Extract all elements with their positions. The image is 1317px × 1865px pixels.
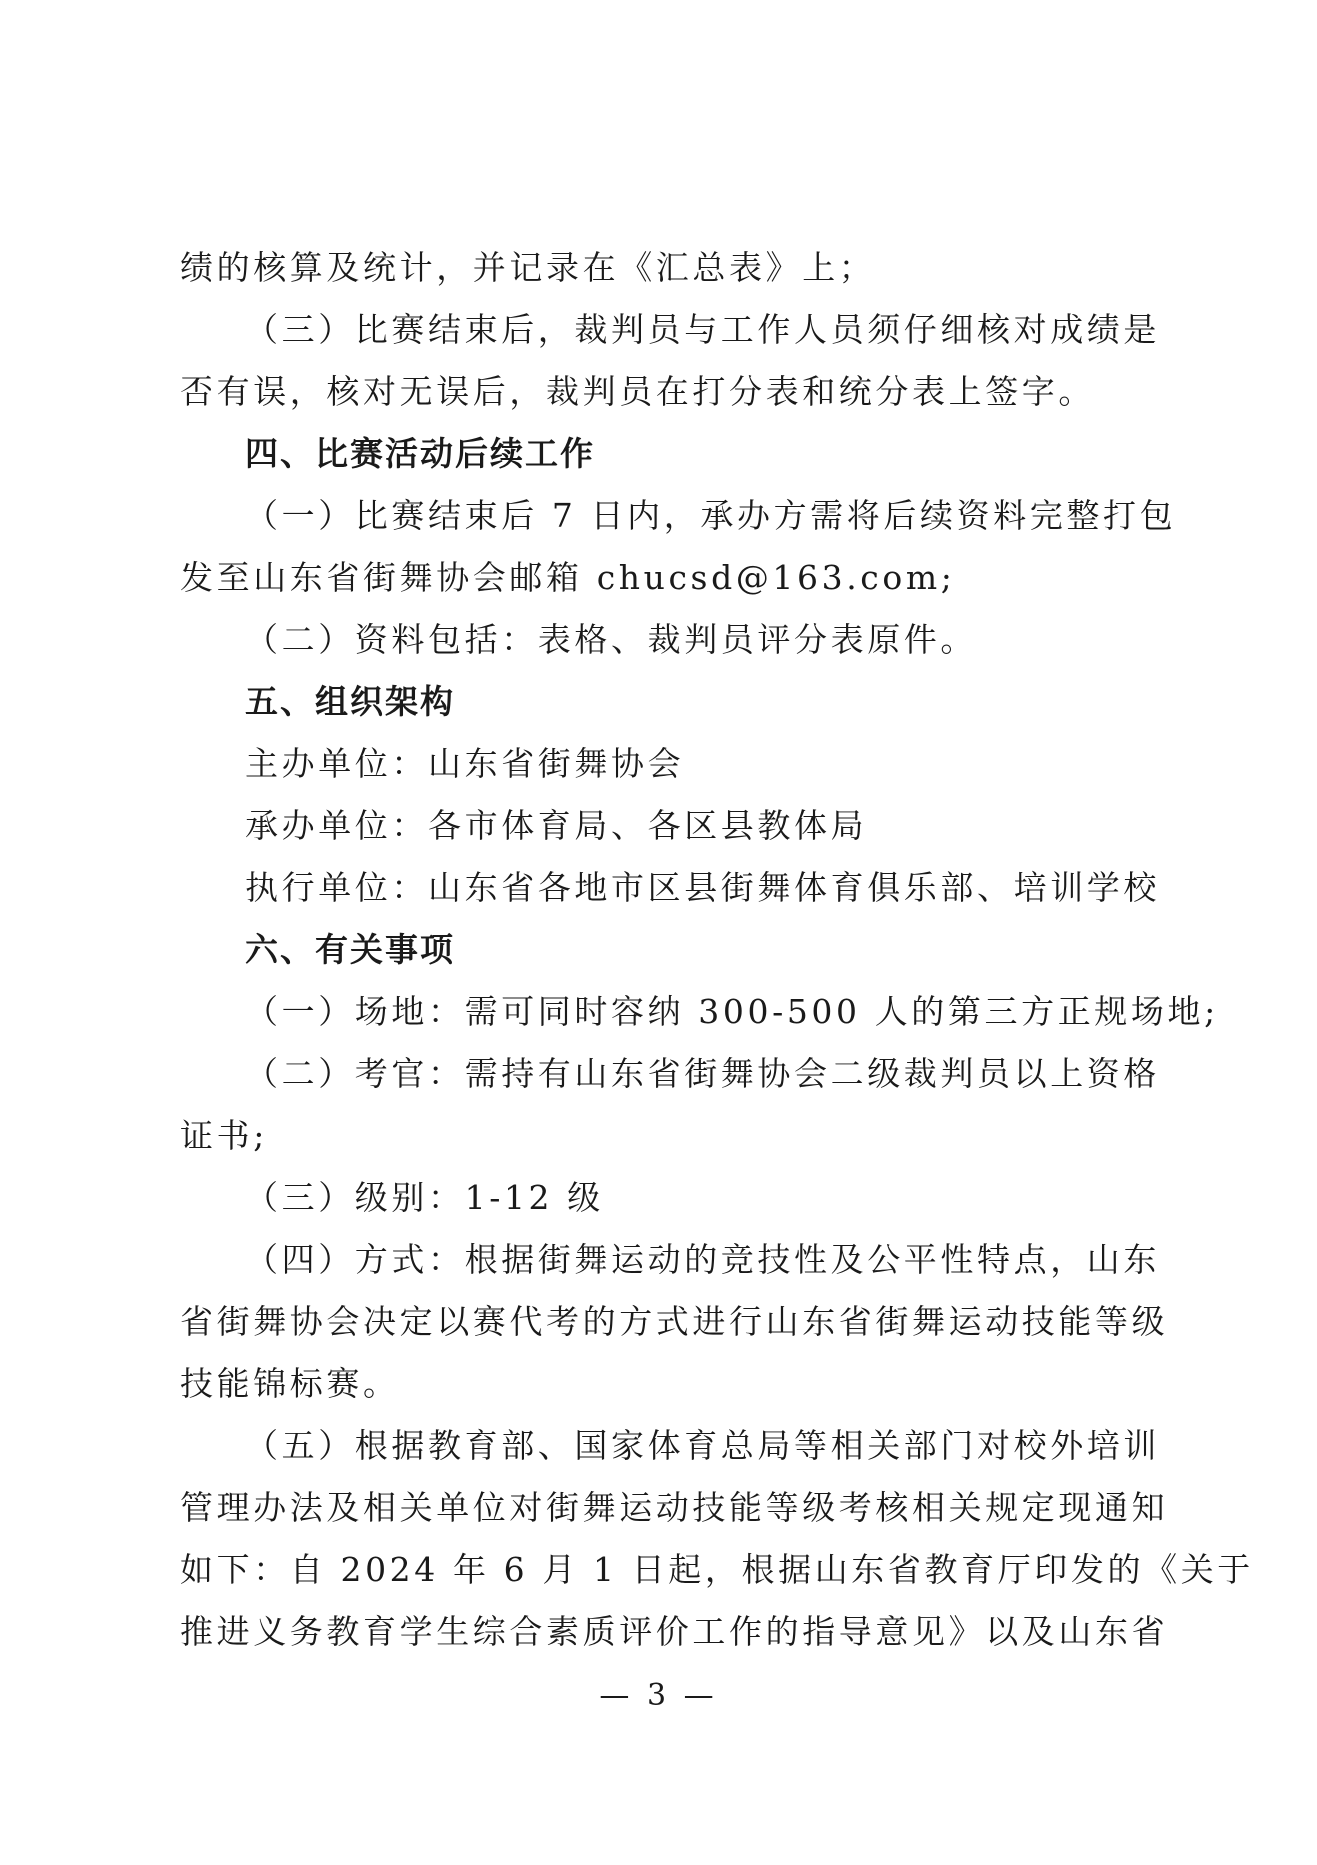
section-heading: 四、比赛活动后续工作 (245, 434, 595, 473)
section-heading: 五、组织架构 (245, 682, 455, 721)
organizer-line: 承办单位：各市体育局、各区县教体局 (245, 806, 868, 845)
list-item-line: （五）根据教育部、国家体育总局等相关部门对校外培训 (245, 1426, 1160, 1465)
section-heading: 六、有关事项 (245, 930, 455, 969)
list-item-line: （二）考官：需持有山东省街舞协会二级裁判员以上资格 (245, 1054, 1160, 1093)
list-item-line: （三）级别：1-12 级 (245, 1178, 604, 1217)
body-line: 管理办法及相关单位对街舞运动技能等级考核相关规定现通知 (180, 1488, 1169, 1527)
body-line: 如下：自 2024 年 6 月 1 日起，根据山东省教育厅印发的《关于 (180, 1550, 1254, 1589)
body-line: 证书; (180, 1116, 268, 1155)
body-line: 否有误，核对无误后，裁判员在打分表和统分表上签字。 (180, 372, 1095, 411)
list-item-line: （一）比赛结束后 7 日内，承办方需将后续资料完整打包 (245, 496, 1177, 535)
list-item-line: （一）场地：需可同时容纳 300-500 人的第三方正规场地; (245, 992, 1219, 1031)
body-line: 发至山东省街舞协会邮箱 chucsd@163.com; (180, 558, 956, 597)
list-item-line: （二）资料包括：表格、裁判员评分表原件。 (245, 620, 977, 659)
body-line: 推进义务教育学生综合素质评价工作的指导意见》以及山东省 (180, 1612, 1169, 1651)
body-line: 技能锦标赛。 (180, 1364, 400, 1403)
list-item-line: （三）比赛结束后，裁判员与工作人员须仔细核对成绩是 (245, 310, 1160, 349)
body-line: 绩的核算及统计，并记录在《汇总表》上； (180, 248, 876, 287)
organizer-line: 主办单位：山东省街舞协会 (245, 744, 685, 783)
organizer-line: 执行单位：山东省各地市区县街舞体育俱乐部、培训学校 (245, 868, 1160, 907)
page-number: — 3 — (599, 1678, 718, 1713)
list-item-line: （四）方式：根据街舞运动的竞技性及公平性特点，山东 (245, 1240, 1160, 1279)
body-line: 省街舞协会决定以赛代考的方式进行山东省街舞运动技能等级 (180, 1302, 1169, 1341)
